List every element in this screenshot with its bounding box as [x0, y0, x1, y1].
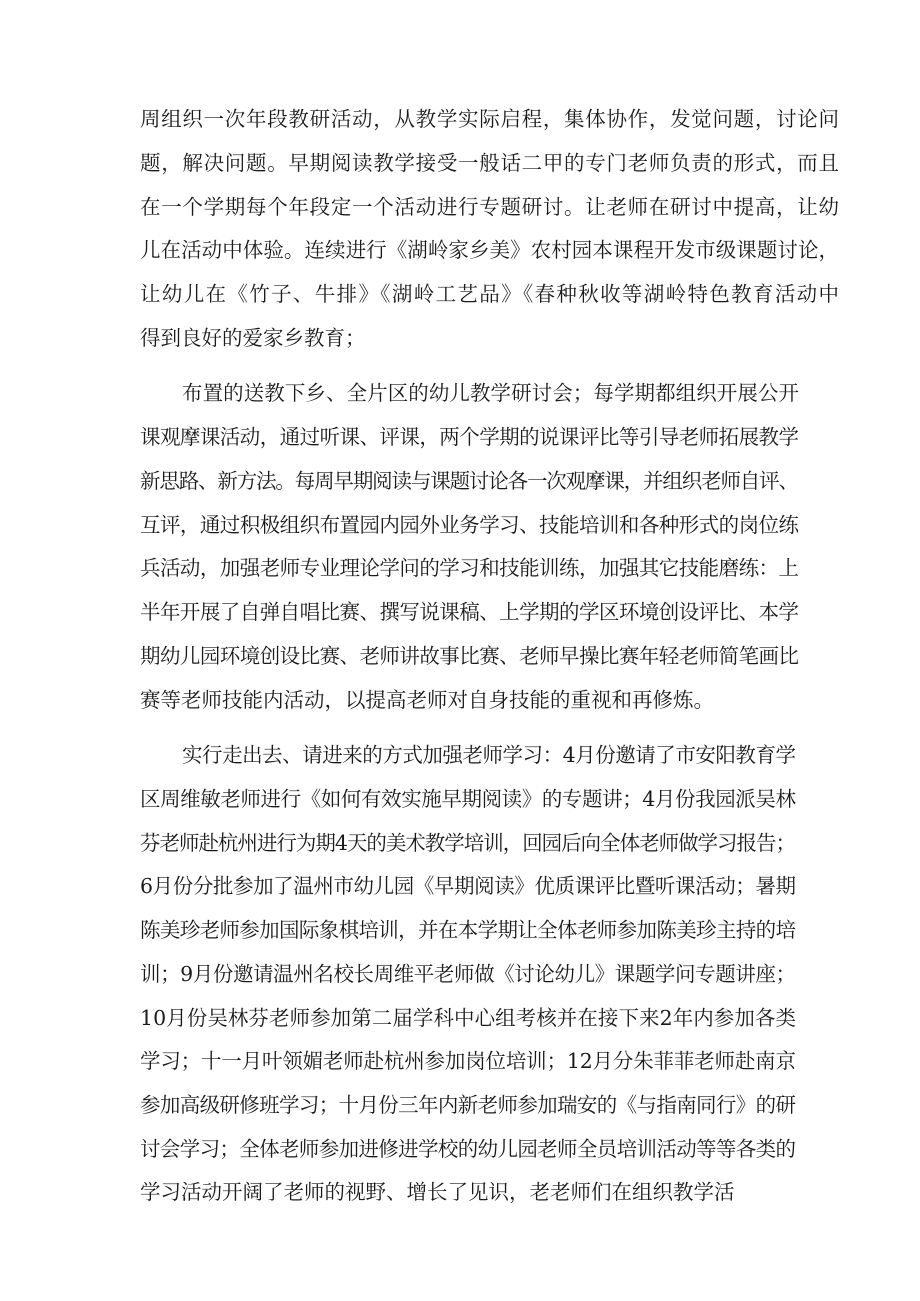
line-text: 布置的送教下乡、全片区的幼儿教学研讨会；每学期都组织开展公开 — [182, 381, 800, 405]
paragraph-3-line-9 — [0, 1085, 920, 1125]
line-text: 半年开展了自弹自唱比赛、撰写说课稿、上学期的学区环境创设评比、本学 — [140, 600, 799, 624]
line-text: 兵活动，加强老师专业理论学问的学习和技能训练，加强其它技能磨练：上 — [140, 556, 799, 580]
paragraph-1-line-2 — [0, 143, 920, 183]
line-text: 周组织一次年段教研活动，从教学实际启程，集体协作，发觉问题，讨论问 — [140, 107, 840, 131]
line-text: 期幼儿园环境创设比赛、老师讲故事比赛、老师早操比赛年轻老师简笔画比 — [140, 644, 799, 668]
line-text: 课观摩课活动，通过听课、评课，两个学期的说课评比等引导老师拓展教学 — [140, 425, 799, 449]
paragraph-1-line-4 — [0, 230, 920, 270]
line-text: 儿在活动中体验。连续进行《湖岭家乡美》农村园本课程开发市级课题讨论， — [140, 238, 840, 262]
paragraph-2-line-8 — [0, 680, 920, 720]
paragraph-1-line-6 — [0, 318, 920, 358]
paragraph-2-line-2 — [0, 417, 920, 457]
line-text: 学习活动开阔了老师的视野、增长了见识，老老师们在组织教学活 — [140, 1180, 735, 1204]
paragraph-2-line-4 — [0, 505, 920, 545]
paragraph-2-line-5 — [0, 548, 920, 588]
paragraph-3-line-1 — [0, 735, 920, 775]
paragraph-3-line-5 — [0, 910, 920, 950]
paragraph-2-line-1 — [0, 373, 920, 413]
line-text: 新思路、新方法。每周早期阅读与课题讨论各一次观摩课，并组织老师自评、 — [140, 469, 798, 493]
line-text: 在一个学期每个年段定一个活动进行专题研讨。让老师在研讨中提高，让幼 — [140, 195, 840, 219]
paragraph-1-line-3 — [0, 187, 920, 227]
paragraph-2-line-6 — [0, 592, 920, 632]
line-text: 得到良好的爱家乡教育； — [140, 326, 366, 350]
line-text: 讨会学习；全体老师参加进修进学校的幼儿园老师全员培训活动等等各类的 — [140, 1137, 796, 1161]
line-text: 学习；十一月叶领媚老师赴杭州参加岗位培训；12月分朱菲菲老师赴南京 — [140, 1049, 796, 1073]
paragraph-2-line-7 — [0, 636, 920, 676]
paragraph-2-line-3 — [0, 461, 920, 501]
line-text: 赛等老师技能内活动，以提高老师对自身技能的重视和再修炼。 — [140, 688, 714, 712]
line-text: 互评，通过积极组织布置园内园外业务学习、技能培训和各种形式的岗位练 — [140, 513, 799, 537]
line-text: 芬老师赴杭州进行为期4天的美术教学培训，回园后向全体老师做学习报告； — [140, 831, 795, 855]
paragraph-3-line-6 — [0, 954, 920, 994]
paragraph-1-line-5 — [0, 274, 920, 314]
line-text: 训；9月份邀请温州名校长周维平老师做《讨论幼儿》课题学问专题讲座； — [140, 962, 796, 986]
paragraph-3-line-3 — [0, 823, 920, 863]
line-text: 10月份吴林芬老师参加第二届学科中心组考核并在接下来2年内参加各类 — [140, 1006, 797, 1030]
paragraph-3-line-10 — [0, 1129, 920, 1169]
line-text: 题，解决问题。早期阅读教学接受一般话二甲的专门老师负责的形式，而且 — [140, 151, 840, 175]
paragraph-3-line-8 — [0, 1041, 920, 1081]
line-text: 让幼儿在《竹子、牛排》《湖岭工艺品》《春种秋收等湖岭特色教育活动中 — [140, 282, 841, 306]
line-text: 实行走出去、请进来的方式加强老师学习：4月份邀请了市安阳教育学 — [182, 743, 796, 767]
paragraph-3-line-7 — [0, 998, 920, 1038]
line-text: 6月份分批参加了温州市幼儿园《早期阅读》优质课评比暨听课活动；暑期 — [140, 874, 796, 898]
paragraph-3-line-4 — [0, 866, 920, 906]
line-text: 陈美珍老师参加国际象棋培训，并在本学期让全体老师参加陈美珍主持的培 — [140, 918, 796, 942]
line-text: 参加高级研修班学习；十月份三年内新老师参加瑞安的《与指南同行》的研 — [140, 1093, 796, 1117]
paragraph-1-line-1 — [0, 99, 920, 139]
paragraph-3-line-11 — [0, 1172, 920, 1212]
line-text: 区周维敏老师进行《如何有效实施早期阅读》的专题讲；4月份我园派吴林 — [140, 787, 796, 811]
paragraph-3-line-2 — [0, 779, 920, 819]
